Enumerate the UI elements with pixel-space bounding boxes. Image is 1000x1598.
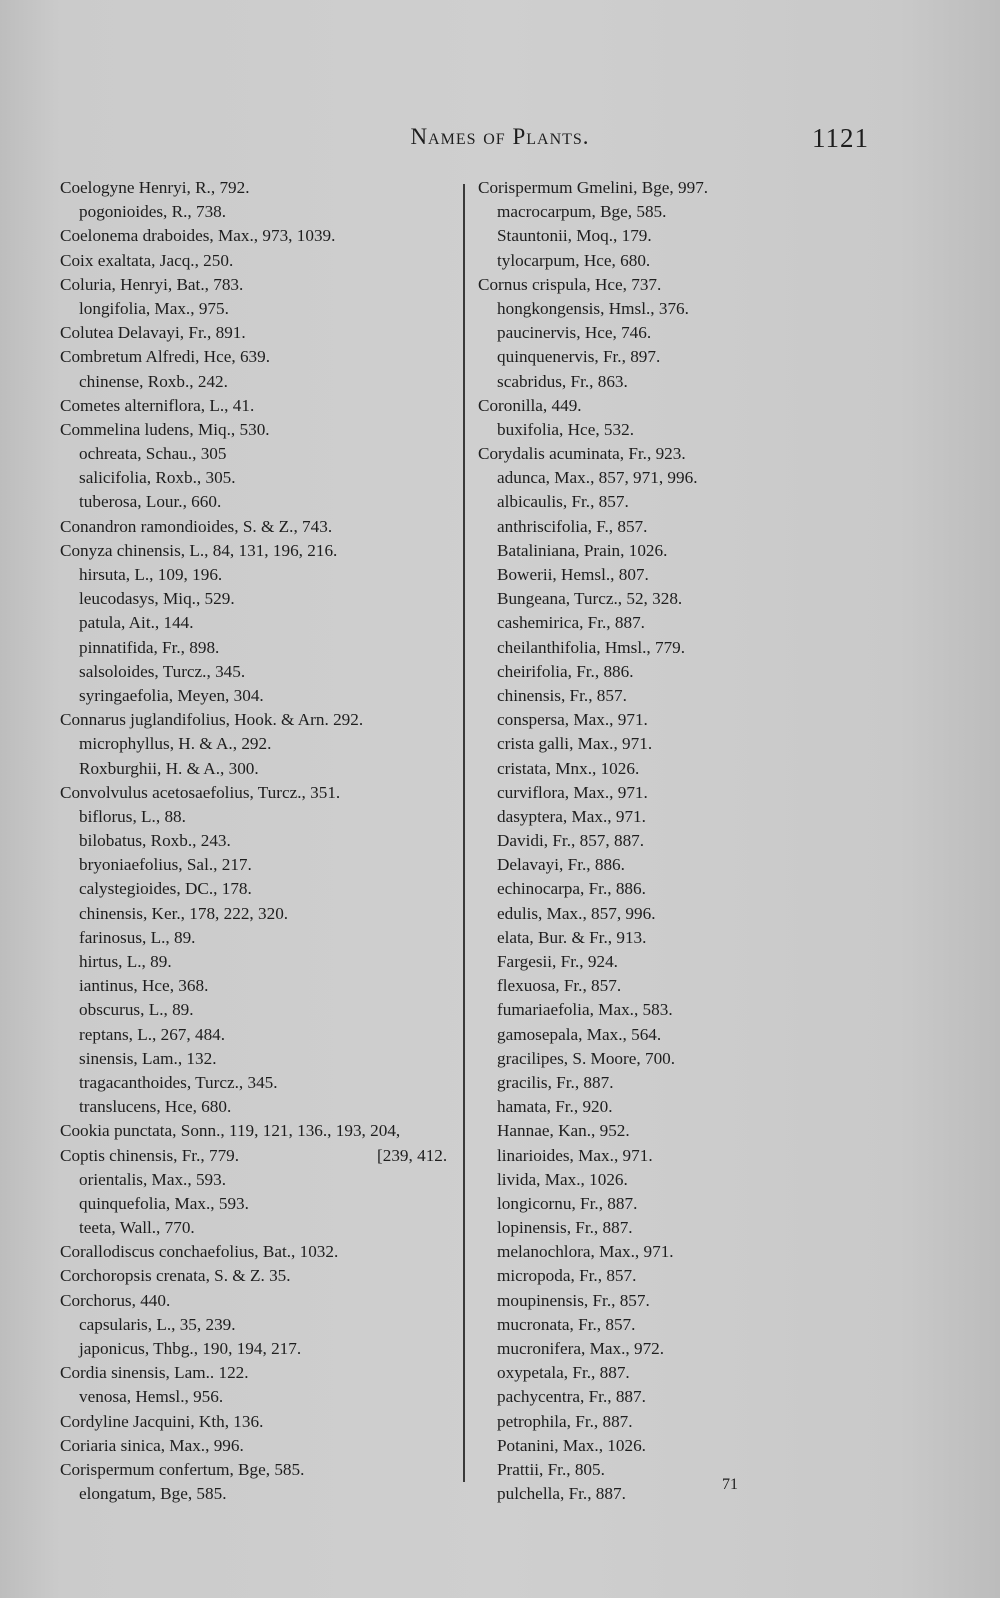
- entry-text: conspersa, Max., 971.: [497, 710, 648, 730]
- entry-text: fumariaefolia, Max., 583.: [497, 1000, 673, 1020]
- index-entry: [60, 1289, 460, 1313]
- entry-text: Corchorus, 440.: [60, 1290, 171, 1310]
- entry-text: quinquenervis, Fr., 897.: [497, 347, 661, 367]
- entry-text: Cornus crispula, Hce, 737.: [478, 274, 662, 294]
- entry-text: chinense, Roxb., 242.: [79, 371, 228, 391]
- entry-text: longicornu, Fr., 887.: [497, 1193, 638, 1213]
- index-subentry: [60, 1023, 460, 1047]
- entry-text: Corchoropsis crenata, S. & Z. 35.: [60, 1266, 291, 1286]
- index-subentry: [478, 370, 878, 394]
- entry-text: calystegioides, DC., 178.: [79, 879, 252, 899]
- index-subentry: [478, 1385, 878, 1409]
- index-entry: [60, 515, 460, 539]
- index-subentry: [478, 1289, 878, 1313]
- index-subentry: [478, 1264, 878, 1288]
- running-header-title: Names of Plants.: [410, 124, 590, 149]
- entry-text: petrophila, Fr., 887.: [497, 1411, 633, 1431]
- entry-text: japonicus, Thbg., 190, 194, 217.: [79, 1339, 302, 1358]
- index-subentry: [60, 805, 460, 829]
- entry-text: Conandron ramondioides, S. & Z., 743.: [60, 516, 333, 536]
- entry-text: capsularis, L., 35, 239.: [79, 1314, 236, 1334]
- index-subentry: [60, 297, 460, 321]
- index-entry: [60, 1458, 460, 1482]
- entry-text: Conyza chinensis, L., 84, 131, 196, 216.: [60, 540, 338, 560]
- entry-text: Coptis chinensis, Fr., 779.: [60, 1145, 240, 1165]
- index-subentry: [478, 1071, 878, 1095]
- index-subentry: [60, 950, 460, 974]
- index-column-left: [60, 176, 460, 1506]
- entry-text: Coix exaltata, Jacq., 250.: [60, 250, 234, 270]
- entry-text: translucens, Hce, 680.: [79, 1097, 232, 1117]
- index-subentry: [478, 757, 878, 781]
- index-entry: [60, 176, 460, 200]
- entry-text: Stauntonii, Moq., 179.: [497, 226, 652, 246]
- entry-text: elata, Bur. & Fr., 913.: [497, 927, 647, 947]
- index-subentry: [478, 1361, 878, 1385]
- index-subentry: [478, 418, 878, 442]
- entry-text: echinocarpa, Fr., 886.: [497, 879, 646, 899]
- entry-text: microphyllus, H. & A., 292.: [79, 734, 272, 754]
- entry-text: Corispermum Gmelini, Bge, 997.: [478, 178, 709, 197]
- index-subentry: [478, 853, 878, 877]
- index-entry: [60, 345, 460, 369]
- index-subentry: [478, 1192, 878, 1216]
- entry-text: cheirifolia, Fr., 886.: [497, 661, 634, 681]
- entry-text: moupinensis, Fr., 857.: [497, 1290, 650, 1310]
- entry-text: patula, Ait., 144.: [79, 613, 194, 633]
- index-subentry: [478, 297, 878, 321]
- index-subentry: [478, 877, 878, 901]
- entry-text: mucronifera, Max., 972.: [497, 1339, 665, 1358]
- index-subentry: [60, 877, 460, 901]
- index-subentry: [60, 1385, 460, 1409]
- entry-text: pachycentra, Fr., 887.: [497, 1387, 646, 1407]
- index-entry: [60, 273, 460, 297]
- index-subentry: [478, 200, 878, 224]
- entry-text: paucinervis, Hce, 746.: [497, 323, 652, 343]
- entry-text: tylocarpum, Hce, 680.: [497, 250, 651, 270]
- index-subentry: [478, 1119, 878, 1143]
- index-subentry: [478, 684, 878, 708]
- index-entry: [60, 1264, 460, 1288]
- index-subentry: [60, 1192, 460, 1216]
- entry-text: linarioides, Max., 971.: [497, 1145, 653, 1165]
- page-number: 1121: [812, 123, 869, 153]
- entry-text: hamata, Fr., 920.: [497, 1097, 613, 1117]
- index-entry: [60, 1144, 460, 1168]
- index-entry: [478, 273, 878, 297]
- entry-text: Cometes alterniflora, L., 41.: [60, 395, 255, 415]
- index-entry: [478, 394, 878, 418]
- index-column-right: [478, 176, 878, 1506]
- index-subentry: [478, 902, 878, 926]
- entry-text: Cordyline Jacquini, Kth, 136.: [60, 1411, 264, 1431]
- entry-text: tragacanthoides, Turcz., 345.: [79, 1072, 278, 1092]
- index-subentry: [60, 926, 460, 950]
- entry-text: mucronata, Fr., 857.: [497, 1314, 636, 1334]
- index-subentry: [478, 950, 878, 974]
- entry-text: melanochlora, Max., 971.: [497, 1242, 674, 1262]
- entry-text: pinnatifida, Fr., 898.: [79, 637, 220, 657]
- index-entry: [60, 321, 460, 345]
- index-entry: [60, 708, 460, 732]
- entry-text: Cordia sinensis, Lam.. 122.: [60, 1363, 249, 1383]
- entry-text: sinensis, Lam., 132.: [79, 1048, 217, 1068]
- index-subentry: [60, 466, 460, 490]
- index-subentry: [478, 515, 878, 539]
- index-subentry: [478, 1313, 878, 1337]
- entry-text: buxifolia, Hce, 532.: [497, 419, 634, 439]
- index-subentry: [60, 1047, 460, 1071]
- index-subentry: [478, 1434, 878, 1458]
- index-entry: [478, 176, 878, 200]
- index-subentry: [60, 611, 460, 635]
- entry-text: bilobatus, Roxb., 243.: [79, 831, 231, 851]
- entry-text: flexuosa, Fr., 857.: [497, 976, 622, 996]
- entry-text: leucodasys, Miq., 529.: [79, 589, 235, 609]
- index-subentry: [60, 732, 460, 756]
- index-entry: [60, 394, 460, 418]
- entry-text: quinquefolia, Max., 593.: [79, 1193, 249, 1213]
- index-entry: [60, 418, 460, 442]
- index-subentry: [60, 636, 460, 660]
- index-entry: [478, 442, 878, 466]
- index-subentry: [60, 1216, 460, 1240]
- entry-text: teeta, Wall., 770.: [79, 1218, 195, 1238]
- index-subentry: [60, 370, 460, 394]
- entry-text: farinosus, L., 89.: [79, 927, 196, 947]
- entry-text: orientalis, Max., 593.: [79, 1169, 227, 1189]
- index-entry: [60, 1240, 460, 1264]
- index-subentry: [478, 1337, 878, 1361]
- entry-text: oxypetala, Fr., 887.: [497, 1363, 630, 1383]
- entry-text: cheilanthifolia, Hmsl., 779.: [497, 637, 686, 657]
- entry-text: hongkongensis, Hmsl., 376.: [497, 298, 689, 318]
- entry-text: biflorus, L., 88.: [79, 806, 186, 826]
- index-subentry: [478, 829, 878, 853]
- entry-text: cashemirica, Fr., 887.: [497, 613, 645, 633]
- index-subentry: [478, 321, 878, 345]
- entry-text: bryoniaefolius, Sal., 217.: [79, 855, 252, 875]
- entry-text: chinensis, Ker., 178, 222, 320.: [79, 903, 289, 923]
- index-subentry: [60, 660, 460, 684]
- column-divider: [463, 184, 465, 1482]
- index-subentry: [60, 829, 460, 853]
- entry-text: ochreata, Schau., 305: [79, 444, 227, 464]
- signature-mark: 71: [722, 1476, 738, 1493]
- index-subentry: [478, 781, 878, 805]
- index-subentry: [478, 490, 878, 514]
- entry-text: Commelina ludens, Miq., 530.: [60, 419, 270, 439]
- entry-text: Davidi, Fr., 857, 887.: [497, 831, 645, 851]
- entry-text: Fargesii, Fr., 924.: [497, 952, 618, 971]
- index-subentry: [478, 974, 878, 998]
- index-subentry: [60, 757, 460, 781]
- entry-text: pogonioides, R., 738.: [79, 202, 227, 222]
- index-subentry: [60, 587, 460, 611]
- index-subentry: [478, 636, 878, 660]
- entry-text: Coronilla, 449.: [478, 395, 582, 415]
- entry-text: Prattii, Fr., 805.: [497, 1459, 605, 1479]
- index-subentry: [60, 974, 460, 998]
- index-subentry: [478, 1168, 878, 1192]
- index-subentry: [478, 1482, 878, 1506]
- index-subentry: [478, 732, 878, 756]
- index-subentry: [60, 563, 460, 587]
- entry-text: Convolvulus acetosaefolius, Turcz., 351.: [60, 782, 341, 802]
- entry-text: edulis, Max., 857, 996.: [497, 903, 656, 923]
- entry-text: cristata, Mnx., 1026.: [497, 758, 640, 778]
- index-entry: [60, 1119, 460, 1143]
- entry-text: gracilis, Fr., 887.: [497, 1072, 614, 1092]
- index-subentry: [478, 998, 878, 1022]
- entry-text: livida, Max., 1026.: [497, 1169, 628, 1189]
- entry-text: Cookia punctata, Sonn., 119, 121, 136., 193, 204,: [60, 1121, 401, 1141]
- index-subentry: [478, 1458, 878, 1482]
- index-subentry: [478, 466, 878, 490]
- entry-text: Coelonema draboides, Max., 973, 1039.: [60, 226, 336, 246]
- index-entry: [60, 1410, 460, 1434]
- entry-text: crista galli, Max., 971.: [497, 734, 653, 754]
- index-subentry: [60, 490, 460, 514]
- entry-text: Corispermum confertum, Bge, 585.: [60, 1459, 305, 1479]
- index-entry: [60, 1361, 460, 1385]
- entry-text: Bungeana, Turcz., 52, 328.: [497, 589, 683, 609]
- index-subentry: [478, 1047, 878, 1071]
- index-entry: [60, 249, 460, 273]
- index-subentry: [478, 805, 878, 829]
- entry-text: Coelogyne Henryi, R., 792.: [60, 178, 250, 197]
- index-subentry: [478, 224, 878, 248]
- index-subentry: [478, 660, 878, 684]
- entry-text: Combretum Alfredi, Hce, 639.: [60, 347, 271, 367]
- index-subentry: [478, 1144, 878, 1168]
- index-entry: [60, 1434, 460, 1458]
- index-subentry: [60, 1071, 460, 1095]
- index-subentry: [478, 249, 878, 273]
- index-subentry: [478, 926, 878, 950]
- index-subentry: [478, 1023, 878, 1047]
- index-entry: [60, 224, 460, 248]
- entry-text: tuberosa, Lour., 660.: [79, 492, 222, 512]
- entry-text: dasyptera, Max., 971.: [497, 806, 646, 826]
- index-entry: [60, 539, 460, 563]
- index-subentry: [60, 1337, 460, 1361]
- entry-text: Coriaria sinica, Max., 996.: [60, 1435, 244, 1455]
- entry-text: Colutea Delavayi, Fr., 891.: [60, 323, 246, 343]
- entry-text: anthriscifolia, F., 857.: [497, 516, 648, 536]
- index-subentry: [478, 1216, 878, 1240]
- entry-text: salicifolia, Roxb., 305.: [79, 468, 236, 488]
- entry-text: gracilipes, S. Moore, 700.: [497, 1048, 676, 1068]
- entry-text: Potanini, Max., 1026.: [497, 1435, 646, 1455]
- index-subentry: [60, 1313, 460, 1337]
- entry-text: reptans, L., 267, 484.: [79, 1024, 226, 1044]
- index-subentry: [478, 1410, 878, 1434]
- entry-text: Delavayi, Fr., 886.: [497, 855, 625, 875]
- index-subentry: [478, 611, 878, 635]
- entry-text: pulchella, Fr., 887.: [497, 1484, 626, 1504]
- entry-text: obscurus, L., 89.: [79, 1000, 194, 1020]
- index-subentry: [60, 1168, 460, 1192]
- index-subentry: [60, 853, 460, 877]
- index-subentry: [478, 539, 878, 563]
- entry-text: chinensis, Fr., 857.: [497, 685, 627, 705]
- entry-text: adunca, Max., 857, 971, 996.: [497, 468, 698, 488]
- entry-text: hirsuta, L., 109, 196.: [79, 565, 223, 584]
- entry-text: longifolia, Max., 975.: [79, 298, 229, 318]
- index-subentry: [60, 1482, 460, 1506]
- entry-text: Coluria, Henryi, Bat., 783.: [60, 274, 244, 294]
- entry-text: Corydalis acuminata, Fr., 923.: [478, 444, 686, 464]
- index-subentry: [478, 1095, 878, 1119]
- entry-text: Bataliniana, Prain, 1026.: [497, 540, 668, 560]
- index-subentry: [478, 345, 878, 369]
- entry-text: albicaulis, Fr., 857.: [497, 492, 629, 512]
- index-subentry: [60, 684, 460, 708]
- index-subentry: [478, 1240, 878, 1264]
- entry-text: lopinensis, Fr., 887.: [497, 1218, 633, 1238]
- entry-text: gamosepala, Max., 564.: [497, 1024, 662, 1044]
- entry-text: salsoloides, Turcz., 345.: [79, 661, 246, 681]
- entry-text: syringaefolia, Meyen, 304.: [79, 685, 264, 705]
- entry-text: macrocarpum, Bge, 585.: [497, 202, 667, 222]
- entry-text: Connarus juglandifolius, Hook. & Arn. 292.: [60, 710, 364, 730]
- entry-text: Corallodiscus conchaefolius, Bat., 1032.: [60, 1242, 339, 1262]
- index-subentry: [478, 563, 878, 587]
- index-subentry: [60, 998, 460, 1022]
- index-subentry: [60, 1095, 460, 1119]
- entry-text: iantinus, Hce, 368.: [79, 976, 209, 996]
- entry-text: micropoda, Fr., 857.: [497, 1266, 637, 1286]
- entry-continuation: [239, 412.: [377, 1145, 448, 1165]
- entry-text: Hannae, Kan., 952.: [497, 1121, 630, 1141]
- entry-text: venosa, Hemsl., 956.: [79, 1387, 224, 1407]
- entry-text: scabridus, Fr., 863.: [497, 371, 628, 391]
- entry-text: Roxburghii, H. & A., 300.: [79, 758, 259, 778]
- index-subentry: [478, 587, 878, 611]
- index-subentry: [60, 442, 460, 466]
- index-subentry: [478, 708, 878, 732]
- index-subentry: [60, 200, 460, 224]
- index-entry: [60, 781, 460, 805]
- index-subentry: [60, 902, 460, 926]
- entry-text: hirtus, L., 89.: [79, 952, 172, 971]
- entry-text: elongatum, Bge, 585.: [79, 1484, 227, 1504]
- entry-text: curviflora, Max., 971.: [497, 782, 648, 802]
- entry-text: Bowerii, Hemsl., 807.: [497, 565, 649, 584]
